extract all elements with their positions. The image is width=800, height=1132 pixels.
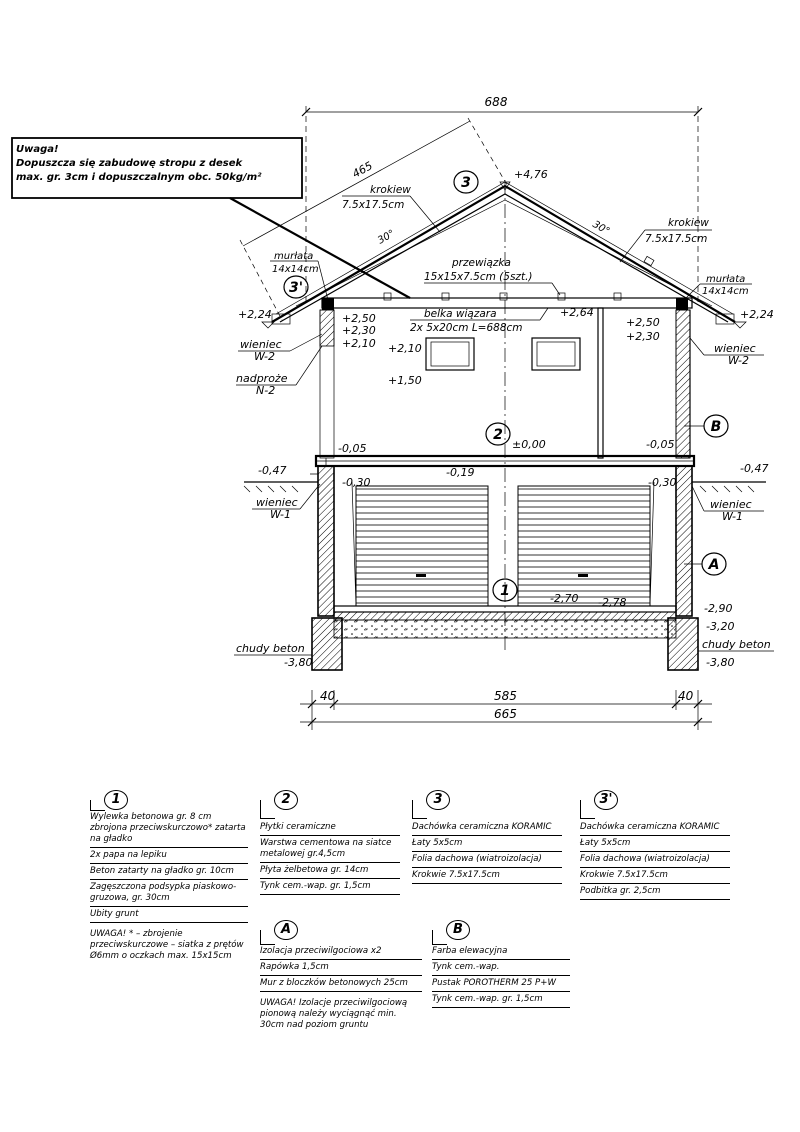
- note-line-1: Dopuszcza się zabudowę stropu z desek: [16, 158, 243, 169]
- dim-40-right: 40: [678, 689, 694, 703]
- legend-B-item: Farba elewacyjna: [432, 944, 570, 960]
- murlata-right-size: 14x14cm: [702, 286, 749, 297]
- level-m030-left: -0,30: [342, 476, 371, 489]
- wieniec-right-top-code: W-2: [728, 354, 749, 367]
- level-m290: -2,90: [704, 602, 733, 615]
- nadproze-code: N-2: [256, 384, 276, 397]
- level-264: +2,64: [560, 306, 594, 319]
- level-eave-right: +2,24: [740, 308, 774, 321]
- legend-3p-item: Łaty 5x5cm: [580, 836, 730, 852]
- legend-1-note: UWAGA! * – zbrojenie przeciwskurczowe – siatka z prętów Ø6mm o oczkach max. 15x15cm: [90, 929, 244, 961]
- note-line-2: max. gr. 3cm i dopuszczalnym obc. 50kg/m²: [16, 172, 262, 183]
- legend-2-item: Warstwa cementowa na siatce metalowej gr.4,5cm: [260, 836, 400, 863]
- murlata-left-label: murłata: [274, 251, 314, 262]
- level-m270: -2,70: [550, 592, 579, 605]
- przewiazka-size: 15x15x7.5cm (5szt.): [424, 271, 533, 283]
- level-zero: ±0,00: [512, 438, 546, 451]
- level-window-top: +2,10: [388, 342, 422, 355]
- level-m047-right: -0,47: [740, 462, 769, 475]
- legend-2-item: Płytki ceramiczne: [260, 820, 400, 836]
- chudy-beton-left: chudy beton: [236, 642, 305, 655]
- legend-3p-badge: 3': [594, 790, 618, 810]
- level-230-right: +2,30: [626, 330, 660, 343]
- level-m030-right: -0,30: [648, 476, 677, 489]
- legend-2-badge: 2: [274, 790, 298, 810]
- marker-A: A: [708, 557, 720, 573]
- wieniec-left-bottom-code: W-1: [270, 508, 291, 521]
- legend-2-item: Tynk cem.-wap. gr. 1,5cm: [260, 879, 400, 895]
- level-m380-left: -3,80: [284, 656, 313, 669]
- legend-1-item: Zagęszczona podsypka piaskowo-gruzowa, gr. 30cm: [90, 880, 248, 907]
- level-m019: -0,19: [446, 466, 475, 479]
- legend-3-item: Dachówka ceramiczna KORAMIC: [412, 820, 562, 836]
- level-210-left: +2,10: [342, 337, 376, 350]
- wieniec-left-bottom: wieniec: [256, 496, 298, 509]
- legend-3-item: Krokwie 7.5x17.5cm: [412, 868, 562, 884]
- legend-A-item: Mur z bloczków betonowych 25cm: [260, 976, 422, 992]
- krokiew-left-label: krokiew: [370, 184, 411, 196]
- bottom-dimensions: [300, 689, 712, 730]
- level-window-bottom: +1,50: [388, 374, 422, 387]
- legend-1-item: Ubity grunt: [90, 907, 248, 923]
- legend-3-badge: 3: [426, 790, 450, 810]
- legend-B-item: Pustak POROTHERM 25 P+W: [432, 976, 570, 992]
- dim-688: 688: [484, 95, 508, 109]
- chudy-beton-right: chudy beton: [702, 638, 771, 651]
- legend-B-badge: B: [446, 920, 470, 940]
- note-box: [12, 138, 410, 298]
- level-m047-left: -0,47: [258, 464, 287, 477]
- level-eave-left: +2,24: [238, 308, 272, 321]
- legend-3p-item: Dachówka ceramiczna KORAMIC: [580, 820, 730, 836]
- legend-1-item: Beton zatarty na gładko gr. 10cm: [90, 864, 248, 880]
- note-title: Uwaga!: [16, 144, 59, 155]
- angle-right: 30°: [590, 219, 612, 238]
- belka-label: belka wiązara: [424, 308, 497, 320]
- belka-size: 2x 5x20cm L=688cm: [410, 322, 523, 334]
- murlata-right-label: murłata: [706, 274, 746, 285]
- wieniec-right-bottom: wieniec: [710, 498, 752, 511]
- legend-A-badge: A: [274, 920, 298, 940]
- nadproze-label: nadproże: [236, 372, 288, 385]
- marker-B: B: [710, 419, 722, 435]
- legend-3p-item: Krokwie 7.5x17.5cm: [580, 868, 730, 884]
- marker-3p: 3': [288, 280, 304, 296]
- legend-1-item: 2x papa na lepiku: [90, 848, 248, 864]
- legend-A-note: UWAGA! Izolacje przeciwilgociową pionową należy wyciągnąć min. 30cm nad poziom gruntu: [260, 998, 408, 1030]
- legend-A-item: Rapówka 1,5cm: [260, 960, 422, 976]
- angle-left: 30°: [376, 228, 397, 247]
- dim-465: 465: [350, 159, 375, 181]
- level-m320: -3,20: [706, 620, 735, 633]
- legend-3p-item: Folia dachowa (wiatroizolacja): [580, 852, 730, 868]
- marker-2: 2: [493, 427, 503, 443]
- level-250-right: +2,50: [626, 316, 660, 329]
- legend-3p-item: Podbitka gr. 2,5cm: [580, 884, 730, 900]
- side-labels: [234, 334, 774, 655]
- krokiew-right-size: 7.5x17.5cm: [645, 233, 708, 245]
- dim-665: 665: [494, 707, 517, 721]
- legend-2-list: [260, 820, 400, 895]
- wieniec-right-top: wieniec: [714, 342, 756, 355]
- level-m380-right: -3,80: [706, 656, 735, 669]
- przewiazka-label: przewiązka: [452, 257, 511, 269]
- legend-A-list: [260, 944, 422, 1031]
- level-ridge: +4,76: [514, 168, 548, 181]
- legend-B-list: [432, 944, 570, 1008]
- legend-3-list: [412, 820, 562, 884]
- legend-3-item: Folia dachowa (wiatroizolacja): [412, 852, 562, 868]
- level-250-left: +2,50: [342, 312, 376, 325]
- marker-1: 1: [500, 583, 510, 599]
- legend-1-list: [90, 810, 248, 962]
- legend-A-item: Izolacja przeciwilgociowa x2: [260, 944, 422, 960]
- wieniec-left-top: wieniec: [240, 338, 282, 351]
- level-m278: -2,78: [598, 596, 627, 609]
- legend-1-badge: 1: [104, 790, 128, 810]
- dim-585: 585: [494, 689, 517, 703]
- level-m005-right: -0,05: [646, 438, 675, 451]
- legend-3-item: Łaty 5x5cm: [412, 836, 562, 852]
- legend-B-item: Tynk cem.-wap. gr. 1,5cm: [432, 992, 570, 1008]
- legend-1-item: Wylewka betonowa gr. 8 cm zbrojona przeciwskurczowo* zatarta na gładko: [90, 810, 248, 848]
- level-230-left: +2,30: [342, 324, 376, 337]
- wieniec-right-bottom-code: W-1: [722, 510, 743, 523]
- murlata-left-size: 14x14cm: [272, 264, 319, 275]
- legend-2-item: Płyta żelbetowa gr. 14cm: [260, 863, 400, 879]
- dim-40-left: 40: [320, 689, 336, 703]
- krokiew-left-size: 7.5x17.5cm: [342, 199, 405, 211]
- wieniec-left-top-code: W-2: [254, 350, 275, 363]
- legend-B-item: Tynk cem.-wap.: [432, 960, 570, 976]
- marker-3: 3: [461, 175, 471, 191]
- legend-3p-list: [580, 820, 730, 900]
- krokiew-right-label: krokiew: [668, 217, 709, 229]
- level-m005-left: -0,05: [338, 442, 367, 455]
